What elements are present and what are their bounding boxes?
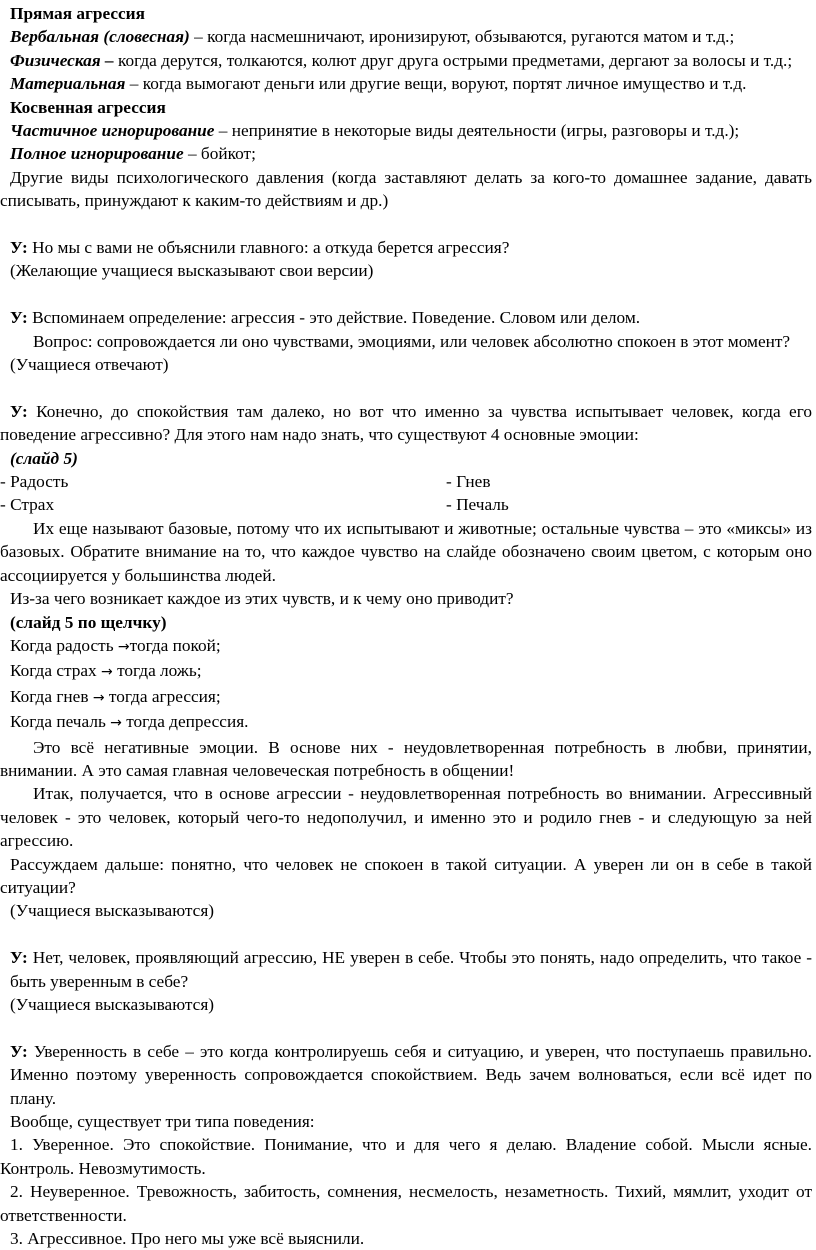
emotions-row-2: [0, 493, 812, 516]
teacher-label: У:: [10, 401, 28, 421]
arrow-right-icon: →: [117, 638, 130, 655]
item-physical: [0, 49, 812, 72]
teacher-question-1: [0, 236, 812, 259]
emotion-anger: - Гнев: [446, 472, 491, 492]
teacher-label: У:: [10, 1041, 28, 1061]
teacher-text-1: Но мы с вами не объяснили главного: а откуда берется агрессия?: [27, 238, 510, 258]
term-physical: Физическая –: [10, 50, 114, 70]
term-verbal: Вербальная (словесная): [10, 27, 190, 47]
emotion-sadness: - Печаль: [446, 495, 509, 515]
arrow-right-icon: →: [101, 664, 113, 681]
text-partial-ignoring: – непринятие в некоторые виды деятельности (игры, разговоры и т.д.);: [214, 121, 740, 141]
emotion-joy: - Радость: [0, 472, 69, 492]
teacher-text-3: Конечно, до спокойствия там далеко, но вот что именно за чувства испытывает человек, когда его поведение агрессивно? Для этого нам надо знать, что существуют 4 основные эмоции:: [0, 401, 812, 445]
behavior-type-insecure: 2. Неуверенное. Тревожность, забитость, сомнения, несмелость, незаметность. Тихий, мямлит, уходит от ответственности.: [0, 1182, 812, 1225]
slide-5-click-label: (слайд 5 по щелчку): [10, 612, 167, 632]
item-material: [0, 72, 812, 95]
teacher-text-4: Нет, человек, проявляющий агрессию, НЕ уверен в себе. Чтобы это понять, надо определить, что такое - быть уверенным в себе?: [10, 948, 812, 991]
blank-line: [0, 1016, 812, 1039]
teacher-label: У:: [10, 948, 28, 968]
item-full-ignoring: [0, 142, 812, 165]
teacher-text-2: Вспоминаем определение: агрессия - это действие. Поведение. Словом или делом.: [27, 308, 641, 328]
text-verbal: – когда насмешничают, иронизируют, обзываются, ругаются матом и т.д.;: [189, 27, 735, 47]
teacher-answer-5: [0, 1040, 812, 1110]
paragraph-so: Итак, получается, что в основе агрессии - неудовлетворенная потребность во внимании. Агрессивный человек - это человек, который чего-то недополучил, и именно это и родило гнев - и следующую за ней агрессию.: [0, 784, 812, 851]
teacher-label: У:: [10, 308, 28, 328]
teacher-question-2: [0, 306, 812, 329]
text-full-ignoring: – бойкот;: [183, 144, 256, 164]
consequence-anger: [0, 685, 812, 710]
emotions-row-1: [0, 470, 812, 493]
emotion-fear: - Страх: [0, 495, 55, 515]
consequence-anger-effect: тогда агрессия;: [104, 686, 221, 706]
arrow-right-icon: →: [92, 689, 105, 706]
teacher-label: У:: [10, 238, 28, 258]
blank-line: [0, 923, 812, 946]
heading-indirect-aggression: Косвенная агрессия: [10, 97, 166, 117]
behavior-type-confident: 1. Уверенное. Это спокойствие. Понимание, что и для чего я делаю. Владение собой. Мысли ясные. Контроль. Невозмутимость.: [0, 1135, 812, 1178]
student-response-3: (Учащиеся высказываются): [10, 901, 215, 921]
student-response-1: (Желающие учащиеся высказывают свои версии): [10, 261, 374, 281]
consequence-fear: [0, 659, 812, 684]
consequence-joy-cause: Когда радость: [10, 635, 118, 655]
consequence-sadness: [0, 710, 812, 735]
student-response-4: (Учащиеся высказываются): [10, 995, 215, 1014]
teacher-question-3: [0, 400, 812, 447]
behavior-type-aggressive: 3. Агрессивное. Про него мы уже всё выяснили.: [10, 1229, 365, 1249]
slide-5-label: (слайд 5): [10, 448, 78, 468]
paragraph-behavior-types: Вообще, существует три типа поведения:: [10, 1112, 315, 1132]
consequence-joy-effect: тогда покой;: [129, 635, 221, 655]
blank-line: [0, 213, 812, 236]
consequence-fear-effect: тогда ложь;: [112, 661, 202, 681]
arrow-right-icon: →: [110, 715, 122, 732]
heading-direct-aggression: Прямая агрессия: [10, 4, 145, 23]
paragraph-other-pressure: Другие виды психологического давления (когда заставляют делать за кого-то домашнее задание, давать списывать, принуждают к каким-то действиям и др.): [0, 167, 812, 211]
paragraph-question-emotions: Вопрос: сопровождается ли оно чувствами, эмоциями, или человек абсолютно спокоен в этот момент?: [33, 331, 791, 351]
consequence-fear-cause: Когда страх: [10, 661, 102, 681]
term-partial-ignoring: Частичное игнорирование: [10, 121, 215, 141]
consequence-sadness-cause: Когда печаль: [10, 712, 111, 732]
text-physical: когда дерутся, толкаются, колют друг друга острыми предметами, дергают за волосы и т.д.;: [113, 50, 793, 70]
paragraph-why-question: Из-за чего возникает каждое из этих чувств, и к чему оно приводит?: [10, 589, 514, 609]
blank-line: [0, 283, 812, 306]
paragraph-basic-emotions: Их еще называют базовые, потому что их испытывают и животные; остальные чувства – это «миксы» из базовых. Обратите внимание на то, что каждое чувство на слайде обозначено своим цветом, с которым оно ассоциируется у большинства людей.: [0, 518, 812, 585]
term-material: Материальная: [10, 74, 126, 94]
consequence-sadness-effect: тогда депрессия.: [121, 712, 249, 732]
consequence-anger-cause: Когда гнев: [10, 686, 93, 706]
teacher-text-5: Уверенность в себе – это когда контролируешь себя и ситуацию, и уверен, что поступаешь правильно. Именно поэтому уверенность сопровождается спокойствием. Ведь зачем волноваться, если всё идет по плану.: [10, 1041, 812, 1108]
blank-line: [0, 376, 812, 399]
item-verbal: [0, 25, 812, 48]
teacher-question-4: [0, 946, 812, 993]
item-partial-ignoring: [0, 119, 812, 142]
paragraph-reasoning: Рассуждаем дальше: понятно, что человек не спокоен в такой ситуации. А уверен ли он в себе в такой ситуации?: [0, 854, 812, 897]
student-response-2: (Учащиеся отвечают): [10, 355, 169, 375]
paragraph-negative-emotions: Это всё негативные эмоции. В основе них - неудовлетворенная потребность в любви, принятии, внимании. А это самая главная человеческая потребность в общении!: [0, 737, 812, 780]
text-material: – когда вымогают деньги или другие вещи, воруют, портят личное имущество и т.д.: [125, 74, 747, 94]
consequence-joy: [0, 634, 812, 659]
term-full-ignoring: Полное игнорирование: [10, 144, 184, 164]
